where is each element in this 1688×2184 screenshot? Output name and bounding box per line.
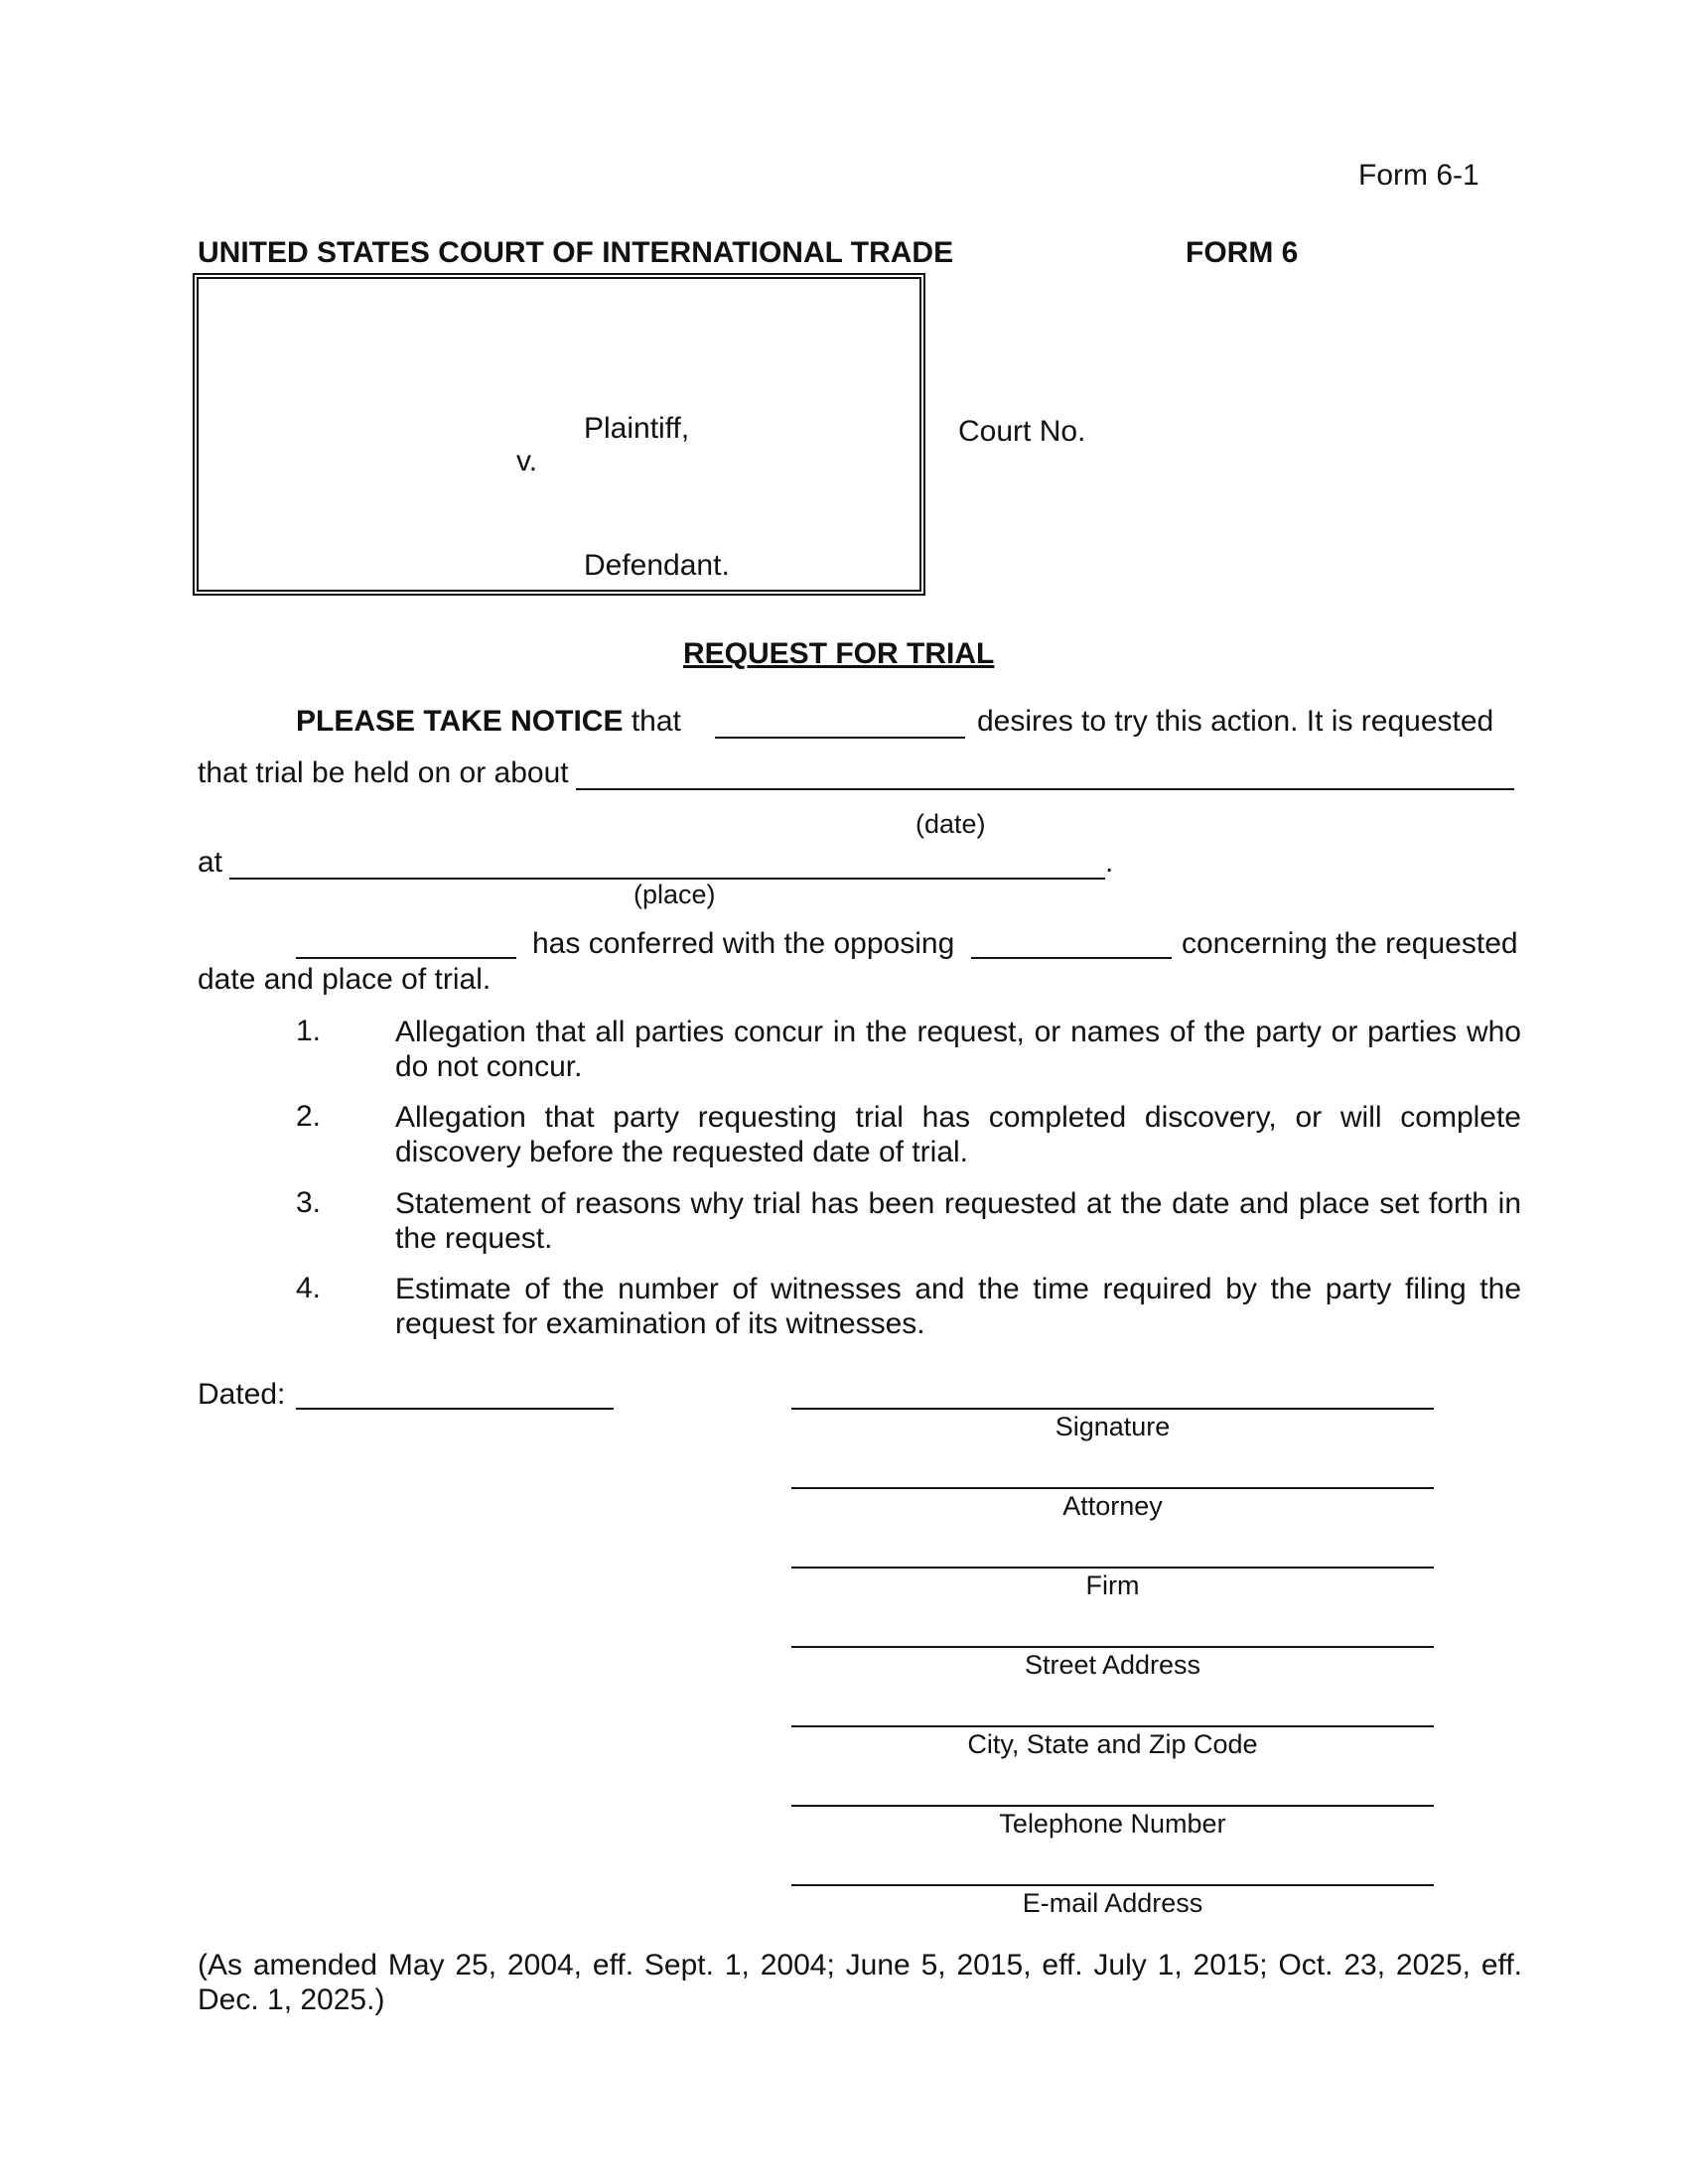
attorney-label: Attorney bbox=[1062, 1491, 1163, 1521]
conferring-party-blank[interactable] bbox=[296, 957, 516, 959]
page-number: Form 6-1 bbox=[1358, 159, 1479, 192]
case-caption-box bbox=[193, 273, 925, 596]
signature-label: Signature bbox=[1055, 1412, 1171, 1441]
item-number: 4. bbox=[296, 1272, 322, 1304]
email-label: E-mail Address bbox=[1022, 1888, 1203, 1918]
city-state-zip-label: City, State and Zip Code bbox=[967, 1729, 1258, 1759]
plaintiff-label: Plaintiff, bbox=[584, 412, 690, 445]
form-label: FORM 6 bbox=[1186, 236, 1299, 269]
firm-line[interactable] bbox=[791, 1567, 1434, 1569]
email-line[interactable] bbox=[791, 1884, 1434, 1886]
firm-label: Firm bbox=[1085, 1570, 1140, 1600]
court-no-label: Court No. bbox=[958, 415, 1086, 448]
item-text: Allegation that party requesting trial has completed discovery, or will complete discovery before the requested date of trial. bbox=[395, 1101, 1521, 1168]
item-number: 2. bbox=[296, 1100, 322, 1133]
conferred-middle: has conferred with the opposing bbox=[532, 927, 955, 960]
trial-held-label: that trial be held on or about bbox=[198, 756, 569, 789]
dated-blank[interactable] bbox=[296, 1408, 614, 1410]
court-name: UNITED STATES COURT OF INTERNATIONAL TRADE bbox=[198, 236, 954, 269]
item-text: Statement of reasons why trial has been requested at the date and place set forth in the request. bbox=[395, 1187, 1521, 1255]
dated-label: Dated: bbox=[198, 1378, 286, 1411]
versus-label: v. bbox=[516, 445, 538, 478]
at-label: at bbox=[198, 846, 223, 879]
attorney-line[interactable] bbox=[791, 1487, 1434, 1489]
date-blank[interactable] bbox=[576, 788, 1514, 790]
telephone-line[interactable] bbox=[791, 1805, 1434, 1807]
item-number: 1. bbox=[296, 1015, 322, 1047]
opposing-party-blank[interactable] bbox=[971, 957, 1172, 959]
signature-line[interactable] bbox=[791, 1408, 1434, 1410]
telephone-label: Telephone Number bbox=[999, 1809, 1226, 1839]
requesting-party-blank[interactable] bbox=[715, 737, 965, 739]
item-number: 3. bbox=[296, 1186, 322, 1219]
street-address-line[interactable] bbox=[791, 1646, 1434, 1648]
conferred-end: concerning the requested bbox=[1182, 927, 1518, 960]
notice-line-1 bbox=[296, 705, 681, 739]
date-hint: (date) bbox=[915, 809, 986, 839]
notice-desires: desires to try this action. It is requested bbox=[977, 705, 1494, 738]
notice-that: that bbox=[631, 705, 681, 738]
place-hint: (place) bbox=[633, 880, 716, 909]
place-period: . bbox=[1105, 846, 1114, 879]
defendant-label: Defendant. bbox=[584, 549, 730, 582]
item-text: Allegation that all parties concur in the request, or names of the party or parties who do not concur. bbox=[395, 1016, 1521, 1083]
document-title: REQUEST FOR TRIAL bbox=[683, 637, 995, 670]
conferred-second-line: date and place of trial. bbox=[198, 963, 492, 996]
notice-lead: PLEASE TAKE NOTICE bbox=[296, 705, 624, 738]
amendment-note: (As amended May 25, 2004, eff. Sept. 1, 2004; June 5, 2015, eff. July 1, 2015; Oct. 23, 2025, eff. Dec. 1, 2025.) bbox=[198, 1949, 1522, 2016]
city-state-zip-line[interactable] bbox=[791, 1725, 1434, 1727]
street-address-label: Street Address bbox=[1024, 1650, 1201, 1680]
item-text: Estimate of the number of witnesses and the time required by the party filing the request for examination of its witnesses. bbox=[395, 1273, 1521, 1340]
